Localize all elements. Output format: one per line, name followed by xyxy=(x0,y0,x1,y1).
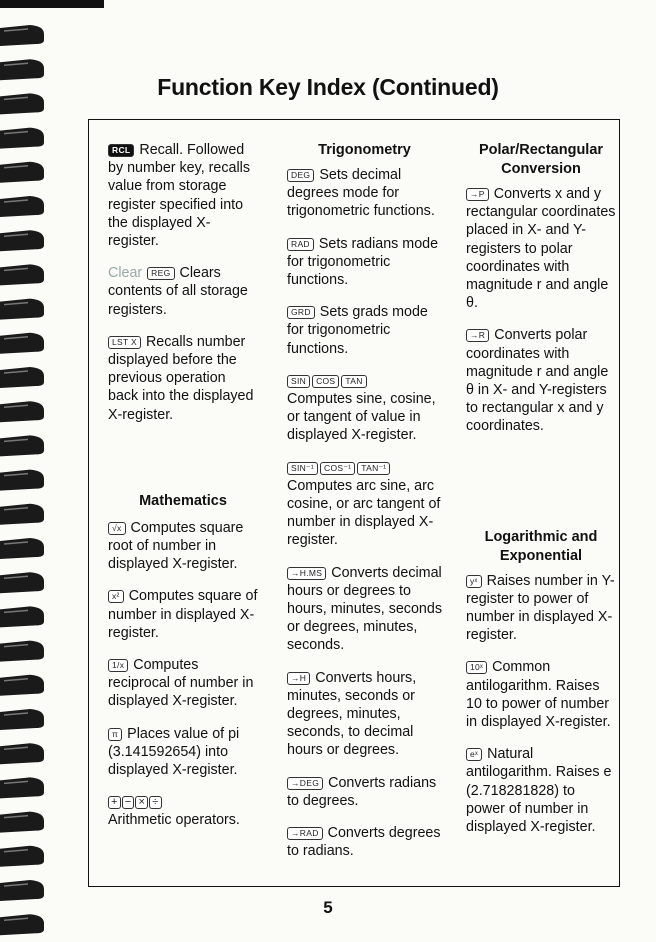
entry-text: Recalls number displayed before the previous operation back into the displayed X-register. xyxy=(108,333,254,423)
entry-pi xyxy=(108,725,258,780)
column-trigonometry xyxy=(287,141,442,875)
binding-ring xyxy=(0,435,44,456)
entry-to-polar xyxy=(466,185,616,312)
binding-ring xyxy=(0,709,44,730)
to-rect-key: →R xyxy=(466,329,489,342)
binding-ring xyxy=(0,333,44,354)
entry-text: Clears contents of all storage registers. xyxy=(108,265,248,318)
entry-text: Computes square root of number in displayed X-register. xyxy=(108,519,244,573)
arccos-key: COS⁻¹ xyxy=(320,462,355,475)
entry-text: Common antilogarithm. Raises 10 to power of number in displayed X-register. xyxy=(466,659,611,731)
entry-grd xyxy=(287,303,442,358)
trigonometry-heading: Trigonometry xyxy=(318,142,411,158)
to-polar-key: →P xyxy=(466,188,489,201)
sin-key: SIN xyxy=(287,375,310,388)
binding-ring xyxy=(0,504,44,525)
times-key: × xyxy=(135,796,148,809)
binding-ring xyxy=(0,264,44,285)
binding-ring xyxy=(0,367,44,388)
binding-ring xyxy=(0,196,44,217)
binding-ring xyxy=(0,538,44,559)
page-title: Function Key Index (Continued) xyxy=(157,74,499,100)
entry-square xyxy=(108,587,258,642)
binding-ring xyxy=(0,299,44,320)
entry-text: Converts polar coordinates with magnitude r and angle θ in X- and Y-registers to rectangular x and y coordinates. xyxy=(466,327,609,435)
arctan-key: TAN⁻¹ xyxy=(357,462,390,475)
entry-arc-trig xyxy=(287,459,442,550)
column-polar-log xyxy=(466,141,616,850)
entry-operators xyxy=(108,793,258,829)
entry-text: Converts radians to degrees. xyxy=(287,774,437,809)
entry-text: Converts degrees to radians. xyxy=(287,825,441,860)
square-key: x² xyxy=(108,590,124,603)
tan-key: TAN xyxy=(341,375,366,388)
entry-rcl xyxy=(108,141,258,250)
binding-ring xyxy=(0,401,44,422)
clear-prefix-label: Clear xyxy=(108,265,143,282)
binding-ring xyxy=(0,812,44,833)
column-general xyxy=(108,141,258,830)
divide-key: ÷ xyxy=(149,796,161,809)
binding-ring xyxy=(0,572,44,593)
entry-text: Sets decimal degrees mode for trigonometric functions. xyxy=(287,167,435,220)
entry-to-deg xyxy=(287,774,442,810)
logarithmic-heading: Logarithmic and Exponential xyxy=(484,528,598,564)
entry-text: Converts x and y rectangular coordinates placed in X- and Y-registers to polar coordinates with magnitude r and angle θ. xyxy=(466,186,616,312)
entry-to-hms xyxy=(287,564,442,655)
entry-e-power-x xyxy=(466,745,616,836)
entry-text: Raises number in Y-register to power of number in displayed X-register. xyxy=(466,572,615,644)
pi-key: π xyxy=(108,728,122,741)
binding-ring xyxy=(0,743,44,764)
binding-ring xyxy=(0,128,44,149)
entry-text: Recall. Followed by number key, recalls value from storage register specified into the displayed X-register. xyxy=(108,142,250,250)
cos-key: COS xyxy=(312,375,339,388)
entry-text: Converts hours, minutes, seconds or degrees, minutes, seconds, to decimal hours or degrees. xyxy=(287,669,417,759)
lstx-key: LST X xyxy=(108,336,141,349)
e-power-x-key: eˣ xyxy=(466,748,482,761)
binding-ring xyxy=(0,25,44,46)
entry-text: Arithmetic operators. xyxy=(108,812,240,829)
entry-text: Places value of pi (3.141592654) into displayed X-register. xyxy=(108,725,240,779)
to-deg-key: →DEG xyxy=(287,777,323,790)
entry-to-rect xyxy=(466,326,616,435)
entry-reciprocal xyxy=(108,656,258,711)
plus-key: + xyxy=(108,796,121,809)
entry-ten-power-x xyxy=(466,658,616,731)
rcl-key: RCL xyxy=(108,144,134,157)
binding-ring xyxy=(0,470,44,491)
binding-ring xyxy=(0,641,44,662)
spiral-binding xyxy=(0,0,52,942)
reciprocal-key: 1/x xyxy=(108,659,128,672)
binding-ring xyxy=(0,162,44,183)
binding-ring xyxy=(0,606,44,627)
arcsin-key: SIN⁻¹ xyxy=(287,462,318,475)
entry-text: Computes sine, cosine, or tangent of value in displayed X-register. xyxy=(287,391,436,444)
entry-text: Computes square of number in displayed X-register. xyxy=(108,588,258,641)
polar-heading: Polar/Rectangular Conversion xyxy=(478,142,604,177)
to-hms-key: →H.MS xyxy=(287,567,326,580)
entry-text: Sets radians mode for trigonometric functions. xyxy=(287,235,439,289)
deg-key: DEG xyxy=(287,169,314,182)
entry-y-power-x xyxy=(466,572,616,645)
entry-lstx xyxy=(108,333,258,424)
entry-to-rad xyxy=(287,824,442,860)
reg-key: REG xyxy=(147,267,174,280)
entry-text: Natural antilogarithm. Raises e (2.718281828) to power of number in displayed X-register. xyxy=(466,746,612,836)
page-number: 5 xyxy=(323,898,333,917)
binding-ring xyxy=(0,777,44,798)
ten-power-x-key: 10ˣ xyxy=(466,661,487,674)
binding-ring xyxy=(0,230,44,251)
sqrt-key: √x xyxy=(108,522,126,535)
to-rad-key: →RAD xyxy=(287,827,323,840)
mathematics-heading: Mathematics xyxy=(139,492,227,509)
entry-rad xyxy=(287,235,442,290)
entry-clear-reg xyxy=(108,264,258,319)
entry-to-h xyxy=(287,669,442,760)
minus-key: − xyxy=(122,796,135,809)
binding-ring xyxy=(0,846,44,867)
to-h-key: →H xyxy=(287,672,310,685)
entry-text: Converts decimal hours or degrees to hours, minutes, seconds or degrees, minutes, seconds. xyxy=(287,564,442,654)
entry-deg xyxy=(287,166,442,221)
entry-sqrt xyxy=(108,519,258,574)
entry-text: Computes reciprocal of number in displayed X-register. xyxy=(108,657,254,710)
entry-sin-cos-tan xyxy=(287,372,442,445)
binding-ring xyxy=(0,675,44,696)
grd-key: GRD xyxy=(287,306,315,319)
y-power-x-key: yˣ xyxy=(466,575,482,588)
entry-text: Computes arc sine, arc cosine, or arc tangent of number in displayed X-register. xyxy=(287,477,441,549)
rad-key: RAD xyxy=(287,238,314,251)
entry-text: Sets grads mode for trigonometric functions. xyxy=(287,304,428,357)
